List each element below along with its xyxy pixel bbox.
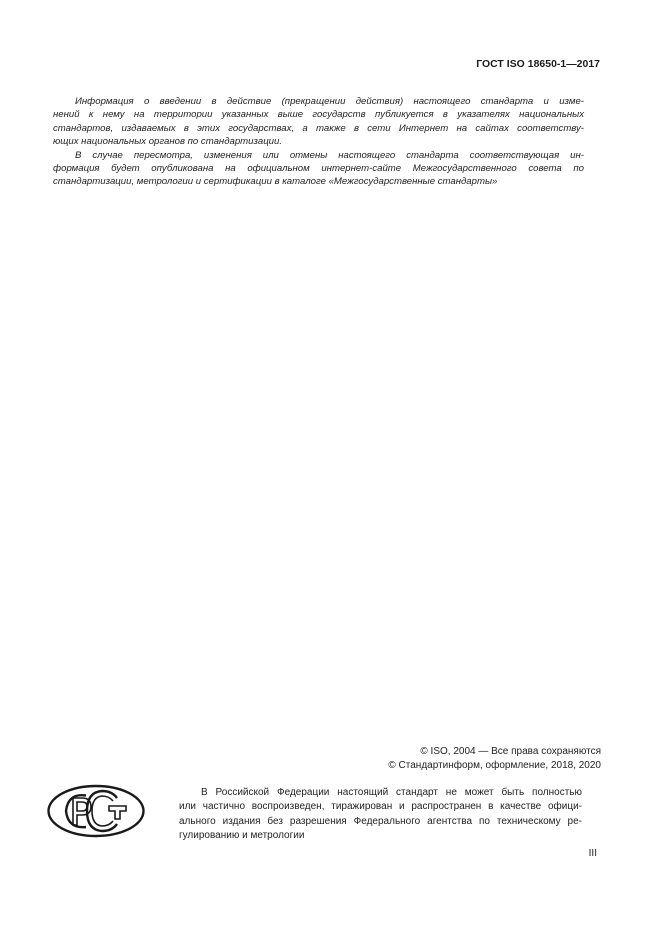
intro-paragraph-1-line-1: Информация о введении в действие (прекращении действия) настоящего стандарта и изме- bbox=[75, 96, 584, 107]
copyright-standartinform: © Стандартинформ, оформление, 2018, 2020 bbox=[388, 760, 601, 772]
intro-text-block bbox=[53, 95, 584, 189]
intro-paragraph-1-line-3: стандартов, издаваемых в этих государствах, а также в сети Интернет на сайтах соответству- bbox=[53, 122, 584, 134]
reproduction-notice bbox=[179, 786, 582, 843]
document-designation: ГОСТ ISO 18650-1—2017 bbox=[476, 59, 600, 70]
page-number: III bbox=[588, 848, 597, 859]
notice-line-3: ального издания без разрешения Федерального агентства по техническому ре- bbox=[179, 815, 582, 827]
notice-line-1: В Российской Федерации настоящий стандарт не может быть полностью bbox=[201, 787, 582, 798]
intro-paragraph-2-line-1: В случае пересмотра, изменения или отмены настоящего стандарта соответствующая ин- bbox=[75, 149, 584, 161]
copyright-block bbox=[388, 745, 601, 774]
intro-paragraph-2-line-2: формация будет опубликована на официальном интернет-сайте Межгосударственного совета по bbox=[53, 163, 584, 175]
notice-line-2: или частично воспроизведен, тиражирован и распространен в качестве офици- bbox=[179, 801, 582, 813]
intro-paragraph-1-line-2: нений к нему на территории указанных выше государств публикуется в указателях национальных bbox=[53, 109, 584, 121]
copyright-iso: © ISO, 2004 — Все права сохраняются bbox=[420, 746, 601, 757]
gost-r-logo-icon bbox=[46, 783, 146, 839]
intro-paragraph-1-line-4: ющих национальных органов по стандартизации. bbox=[53, 136, 283, 148]
intro-paragraph-2-line-3: стандартизации, метрологии и сертификации в каталоге «Межгосударственные стандарты» bbox=[53, 176, 498, 188]
notice-line-4: гулированию и метрологии bbox=[179, 829, 305, 841]
